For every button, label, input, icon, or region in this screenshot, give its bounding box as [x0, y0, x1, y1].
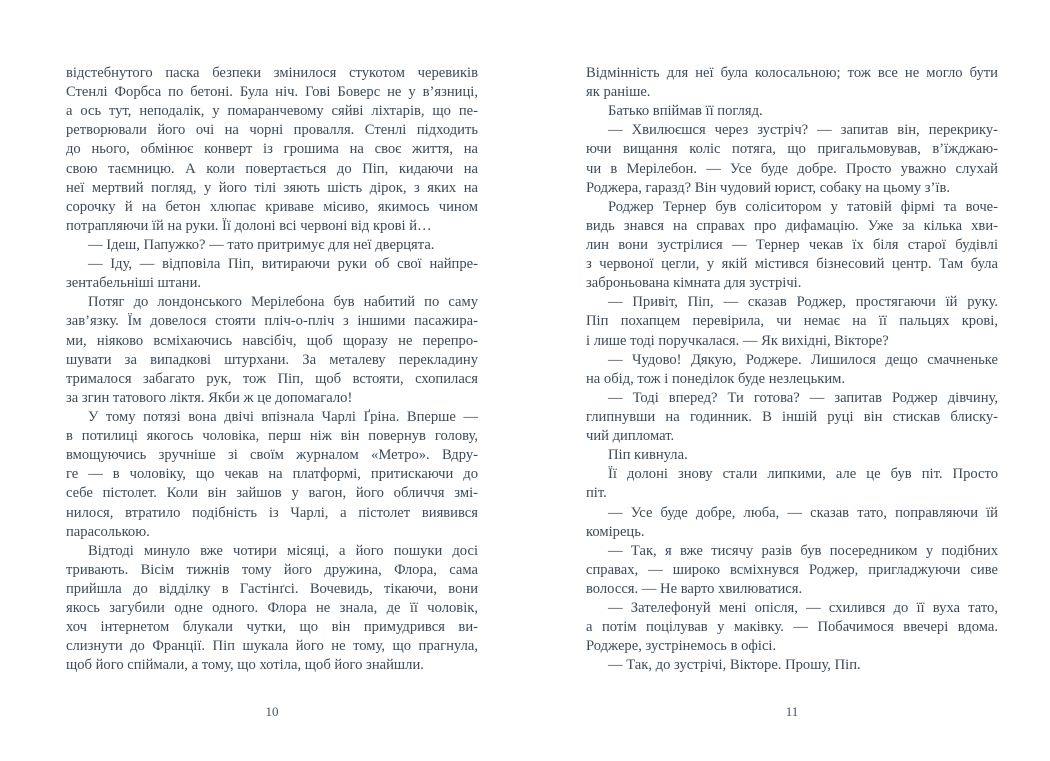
text-line: а потім поцілував у маківку. — Побачимося ввечері вдома. [586, 619, 998, 636]
text-line: і лише тоді поручкалася. — Як вихідні, Вікторе? [586, 332, 889, 349]
text-line: за згин татового ліктя. Якби ж це допомагало! [66, 389, 353, 406]
text-line: ючи вищання коліс потяга, що пригальмовував, в’їжджаю- [586, 141, 998, 158]
text-line: як раніше. [586, 84, 651, 101]
text-line: чий дипломат. [586, 428, 675, 445]
text-line: якось загубили одне одного. Флора не знала, де її чоловік, [66, 600, 478, 617]
text-line: — Ідеш, Папужко? — тато притримує для неї дверцята. [88, 236, 435, 253]
text-line: — Так, до зустрічі, Вікторе. Прошу, Піп. [608, 657, 861, 674]
text-line: Потяг до лондонського Мерілебона був набитий по саму [88, 294, 478, 311]
text-line: тривають. Вісім тижнів тому його дружина, Флора, сама [66, 561, 478, 578]
book-page-right [586, 64, 998, 724]
text-line: справах, — широко всміхнувся Роджер, пригладжуючи сиве [586, 561, 998, 578]
text-line: — Тоді вперед? Ти готова? — запитав Роджер дівчину, [608, 389, 998, 406]
text-line: У тому потязі вона двічі впізнала Чарлі Ґріна. Вперше — [88, 408, 478, 425]
text-line: шувати за випадкові штурхани. За металеву перекладину [66, 351, 478, 368]
book-page-left [66, 64, 478, 724]
text-line: на обід, тож і понеділок буде незлецьким. [586, 370, 846, 387]
text-line: прийшла до відділку в Гастінґсі. Вочевидь, тікаючи, вони [66, 580, 478, 597]
text-line: — Чудово! Дякую, Роджере. Лишилося дещо смачненьке [608, 351, 998, 368]
text-line: свою таємницю. А коли повертається до Піп, кидаючи на [66, 160, 478, 177]
page-number-left: 10 [265, 704, 279, 719]
text-line: волосся. — Не варто хвилюватися. [586, 580, 803, 597]
text-line: Піп кивнула. [608, 447, 688, 464]
text-line: парасолькою. [66, 523, 150, 540]
text-line: піт. [586, 485, 607, 502]
text-line: нилося, втратило подібність із Чарлі, а пістолет виявився [66, 504, 478, 521]
text-line: слизнути до Франції. Піп шукала його не тому, що прагнула, [66, 638, 478, 655]
text-line: — Усе буде добре, люба, — сказав тато, поправляючи їй [608, 504, 998, 521]
text-line: Її долоні знову стали липкими, але це був піт. Просто [608, 466, 998, 483]
text-line: сорочку й на бетон хлюпає криваве місиво, якимось чином [66, 198, 478, 215]
page-right-text [586, 64, 998, 676]
text-line: хоч інтернетом блукали чутки, що він примудрився ви- [66, 619, 478, 636]
text-line: до нього, обмінює конверт із грошима на своє життя, на [66, 141, 478, 158]
text-line: ретворювали його очі на чорні провалля. Стенлі підходить [66, 122, 478, 139]
text-line: Відтоді минуло вже чотири місяці, а його пошуки досі [88, 542, 478, 559]
text-line: трималося забагато рук, тож Піп, щоб встояти, схопилася [66, 370, 478, 387]
text-line: — Привіт, Піп, — сказав Роджер, простягаючи їй руку. [608, 294, 998, 311]
text-line: глипнувши на годинник. В іншій руці він стискав блиску- [586, 408, 998, 425]
text-line: Піп похапцем перевірила, чи немає на її пальцях крові, [586, 313, 998, 330]
text-line: в потилиці якогось чоловіка, перш ніж він повернув голову, [66, 428, 478, 445]
text-line: ми, ніяково всміхаючись навсібіч, щоб щоразу не перепро- [66, 332, 478, 349]
text-line: заброньована кімната для зустрічі. [586, 275, 802, 292]
text-line: зентабельніші штани. [66, 275, 202, 292]
text-line: з червоної цегли, у якій містився бізнесовий центр. Там була [586, 256, 998, 273]
text-line: потрапляючи їй на руки. Її долоні всі червоні від крові й… [66, 217, 432, 234]
text-line: неї мертвий погляд, у його тілі зяють шість дірок, з яких на [66, 179, 478, 196]
text-line: Роджере, зустрінемось в офісі. [586, 638, 777, 655]
text-line: Батько впіймав її погляд. [608, 103, 763, 120]
text-line: а ось тут, неподалік, у помаранчевому сяйві ліхтарів, що пе- [66, 103, 478, 120]
text-line: вмощуючись зручніше зі своїм журналом «Метро». Вдру- [66, 447, 478, 464]
text-line: лин вони зустрілися — Тернер чекав їх біля старої будівлі [586, 236, 998, 253]
text-line: щоб його спіймали, а тому, що хотіла, щоб його знайшли. [66, 657, 424, 674]
text-line: зав’язку. Їм довелося стояти пліч-о-пліч з іншими пасажира- [66, 313, 478, 330]
text-line: комірець. [586, 523, 645, 540]
text-line: відстебнутого паска безпеки змінилося стукотом черевиків [66, 65, 478, 81]
text-line: Роджера, гаразд? Він чудовий юрист, собаку на цьому з’їв. [586, 179, 951, 196]
text-line: — Зателефонуй мені опісля, — схилився до її вуха тато, [608, 600, 998, 617]
text-line: — Хвилюєшся через зустріч? — запитав він, перекрику- [608, 122, 998, 139]
text-line: Стенлі Форбса по бетоні. Була ніч. Гові Боверс не у в’язниці, [66, 84, 478, 101]
text-line: ге — в чоловіку, що чекав на платформі, притискаючи до [66, 466, 478, 483]
text-line: видь знався на справах про дифамацію. Уже за кілька хви- [586, 217, 998, 234]
text-line: себе пістолет. Коли він зайшов у вагон, його обличчя змі- [66, 485, 478, 502]
text-line: Відмінність для неї була колосальною; тож все не могло бути [586, 65, 998, 81]
text-line: — Так, я вже тисячу разів був посередником у подібних [608, 542, 998, 559]
page-left-text [66, 64, 478, 676]
text-line: — Іду, — відповіла Піп, витираючи руки об свої найпре- [88, 256, 478, 273]
text-line: Роджер Тернер був соліситором у татовій фірмі та воче- [608, 198, 998, 215]
page-number-right: 11 [785, 704, 799, 719]
text-line: чи в Мерілебон. — Усе буде добре. Просто уважно слухай [586, 160, 998, 177]
